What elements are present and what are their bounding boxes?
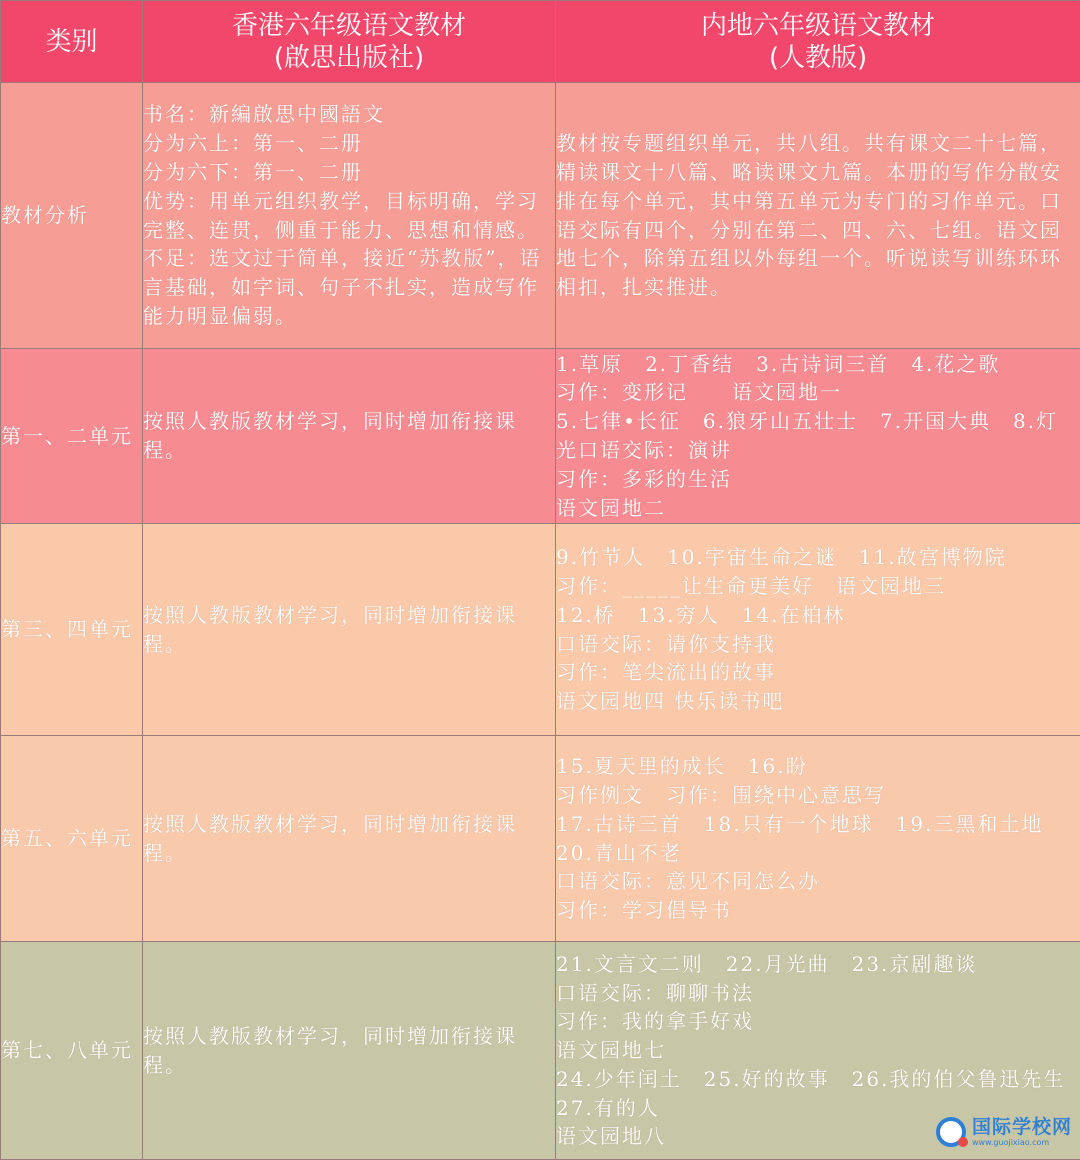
watermark-name: 国际学校网	[972, 1118, 1072, 1137]
ml-line: 24.少年闰土 25.好的故事 26.我的伯父鲁迅先生 27.有的人	[556, 1065, 1080, 1123]
hk-line: 按照人教版教材学习，同时增加衔接课程。	[143, 1022, 555, 1080]
hk-content	[143, 83, 556, 349]
header-row	[1, 1, 1080, 83]
table-row	[1, 524, 1080, 736]
header-ml-title: 内地六年级语文教材	[556, 10, 1080, 42]
ml-content	[556, 83, 1080, 349]
hk-content	[143, 349, 556, 524]
ml-line: 语文园地四 快乐读书吧	[556, 687, 1080, 716]
ml-line: 21.文言文二则 22.月光曲 23.京剧趣谈	[556, 950, 1080, 979]
header-hk-publisher: (啟思出版社)	[143, 42, 555, 74]
ml-line: 教材按专题组织单元，共八组。共有课文二十七篇，精读课文十八篇、略读课文九篇。本册的写作分散安排在每个单元，其中第五单元为专门的习作单元。口语交际有四个，分别在第二、四、六、七组。语文园地七个，除第五组以外每组一个。听说读写训练环环相扣，扎实推进。	[556, 129, 1080, 302]
header-category: 类别	[1, 1, 143, 83]
header-hk	[143, 1, 556, 83]
ml-line: 语文园地二	[556, 494, 1080, 523]
watermark-url: www.guojixiao.com	[972, 1139, 1072, 1147]
ml-content	[556, 524, 1080, 736]
row-category: 第五、六单元	[1, 736, 143, 942]
ml-line: 口语交际：请你支持我	[556, 630, 1080, 659]
ml-line: 15.夏天里的成长 16.盼	[556, 752, 1080, 781]
row-category: 第三、四单元	[1, 524, 143, 736]
ml-line: 习作：笔尖流出的故事	[556, 658, 1080, 687]
table-row	[1, 83, 1080, 349]
ml-line: 语文园地七	[556, 1036, 1080, 1065]
ml-line: 习作：学习倡导书	[556, 896, 1080, 925]
ml-line: 9.竹节人 10.宇宙生命之谜 11.故宫博物院	[556, 543, 1080, 572]
ml-line: 习作：_____让生命更美好 语文园地三	[556, 572, 1080, 601]
ml-line: 5.七律•长征 6.狼牙山五壮士 7.开国大典 8.灯光口语交际：演讲	[556, 407, 1080, 465]
ml-line: 习作例文 习作：围绕中心意思写	[556, 781, 1080, 810]
row-category: 第一、二单元	[1, 349, 143, 524]
ml-line: 口语交际：聊聊书法	[556, 979, 1080, 1008]
hk-line: 书名：新編啟思中國語文	[143, 100, 555, 129]
table-row	[1, 736, 1080, 942]
ml-content	[556, 349, 1080, 524]
ml-line: 习作：我的拿手好戏	[556, 1007, 1080, 1036]
table-row	[1, 349, 1080, 524]
hk-content	[143, 736, 556, 942]
hk-line: 不足：选文过于简单，接近“苏教版”，语言基础，如字词、句子不扎实，造成写作能力明显偏弱。	[143, 244, 555, 330]
row-category: 教材分析	[1, 83, 143, 349]
hk-line: 按照人教版教材学习，同时增加衔接课程。	[143, 810, 555, 868]
table-row	[1, 942, 1080, 1160]
ml-line: 口语交际：意见不同怎么办	[556, 867, 1080, 896]
header-ml-publisher: (人教版)	[556, 42, 1080, 74]
header-hk-title: 香港六年级语文教材	[143, 10, 555, 42]
hk-content	[143, 942, 556, 1160]
ml-line: 语文园地八	[556, 1122, 1080, 1151]
ml-line: 习作：变形记 语文园地一	[556, 378, 1080, 407]
header-ml	[556, 1, 1080, 83]
hk-content	[143, 524, 556, 736]
ml-line: 12.桥 13.穷人 14.在柏林	[556, 601, 1080, 630]
hk-line: 按照人教版教材学习，同时增加衔接课程。	[143, 407, 555, 465]
hk-line: 按照人教版教材学习，同时增加衔接课程。	[143, 601, 555, 659]
ml-line: 习作：多彩的生活	[556, 465, 1080, 494]
row-category: 第七、八单元	[1, 942, 143, 1160]
hk-line: 分为六下：第一、二册	[143, 158, 555, 187]
magnifier-logo-icon	[936, 1117, 966, 1147]
ml-line: 1.草原 2.丁香结 3.古诗词三首 4.花之歌	[556, 350, 1080, 379]
hk-line: 分为六上：第一、二册	[143, 129, 555, 158]
ml-content	[556, 736, 1080, 942]
ml-line: 17.古诗三首 18.只有一个地球 19.三黑和土地 20.青山不老	[556, 810, 1080, 868]
hk-line: 优势：用单元组织教学，目标明确，学习完整、连贯，侧重于能力、思想和情感。	[143, 187, 555, 245]
watermark-logo	[936, 1117, 1072, 1147]
